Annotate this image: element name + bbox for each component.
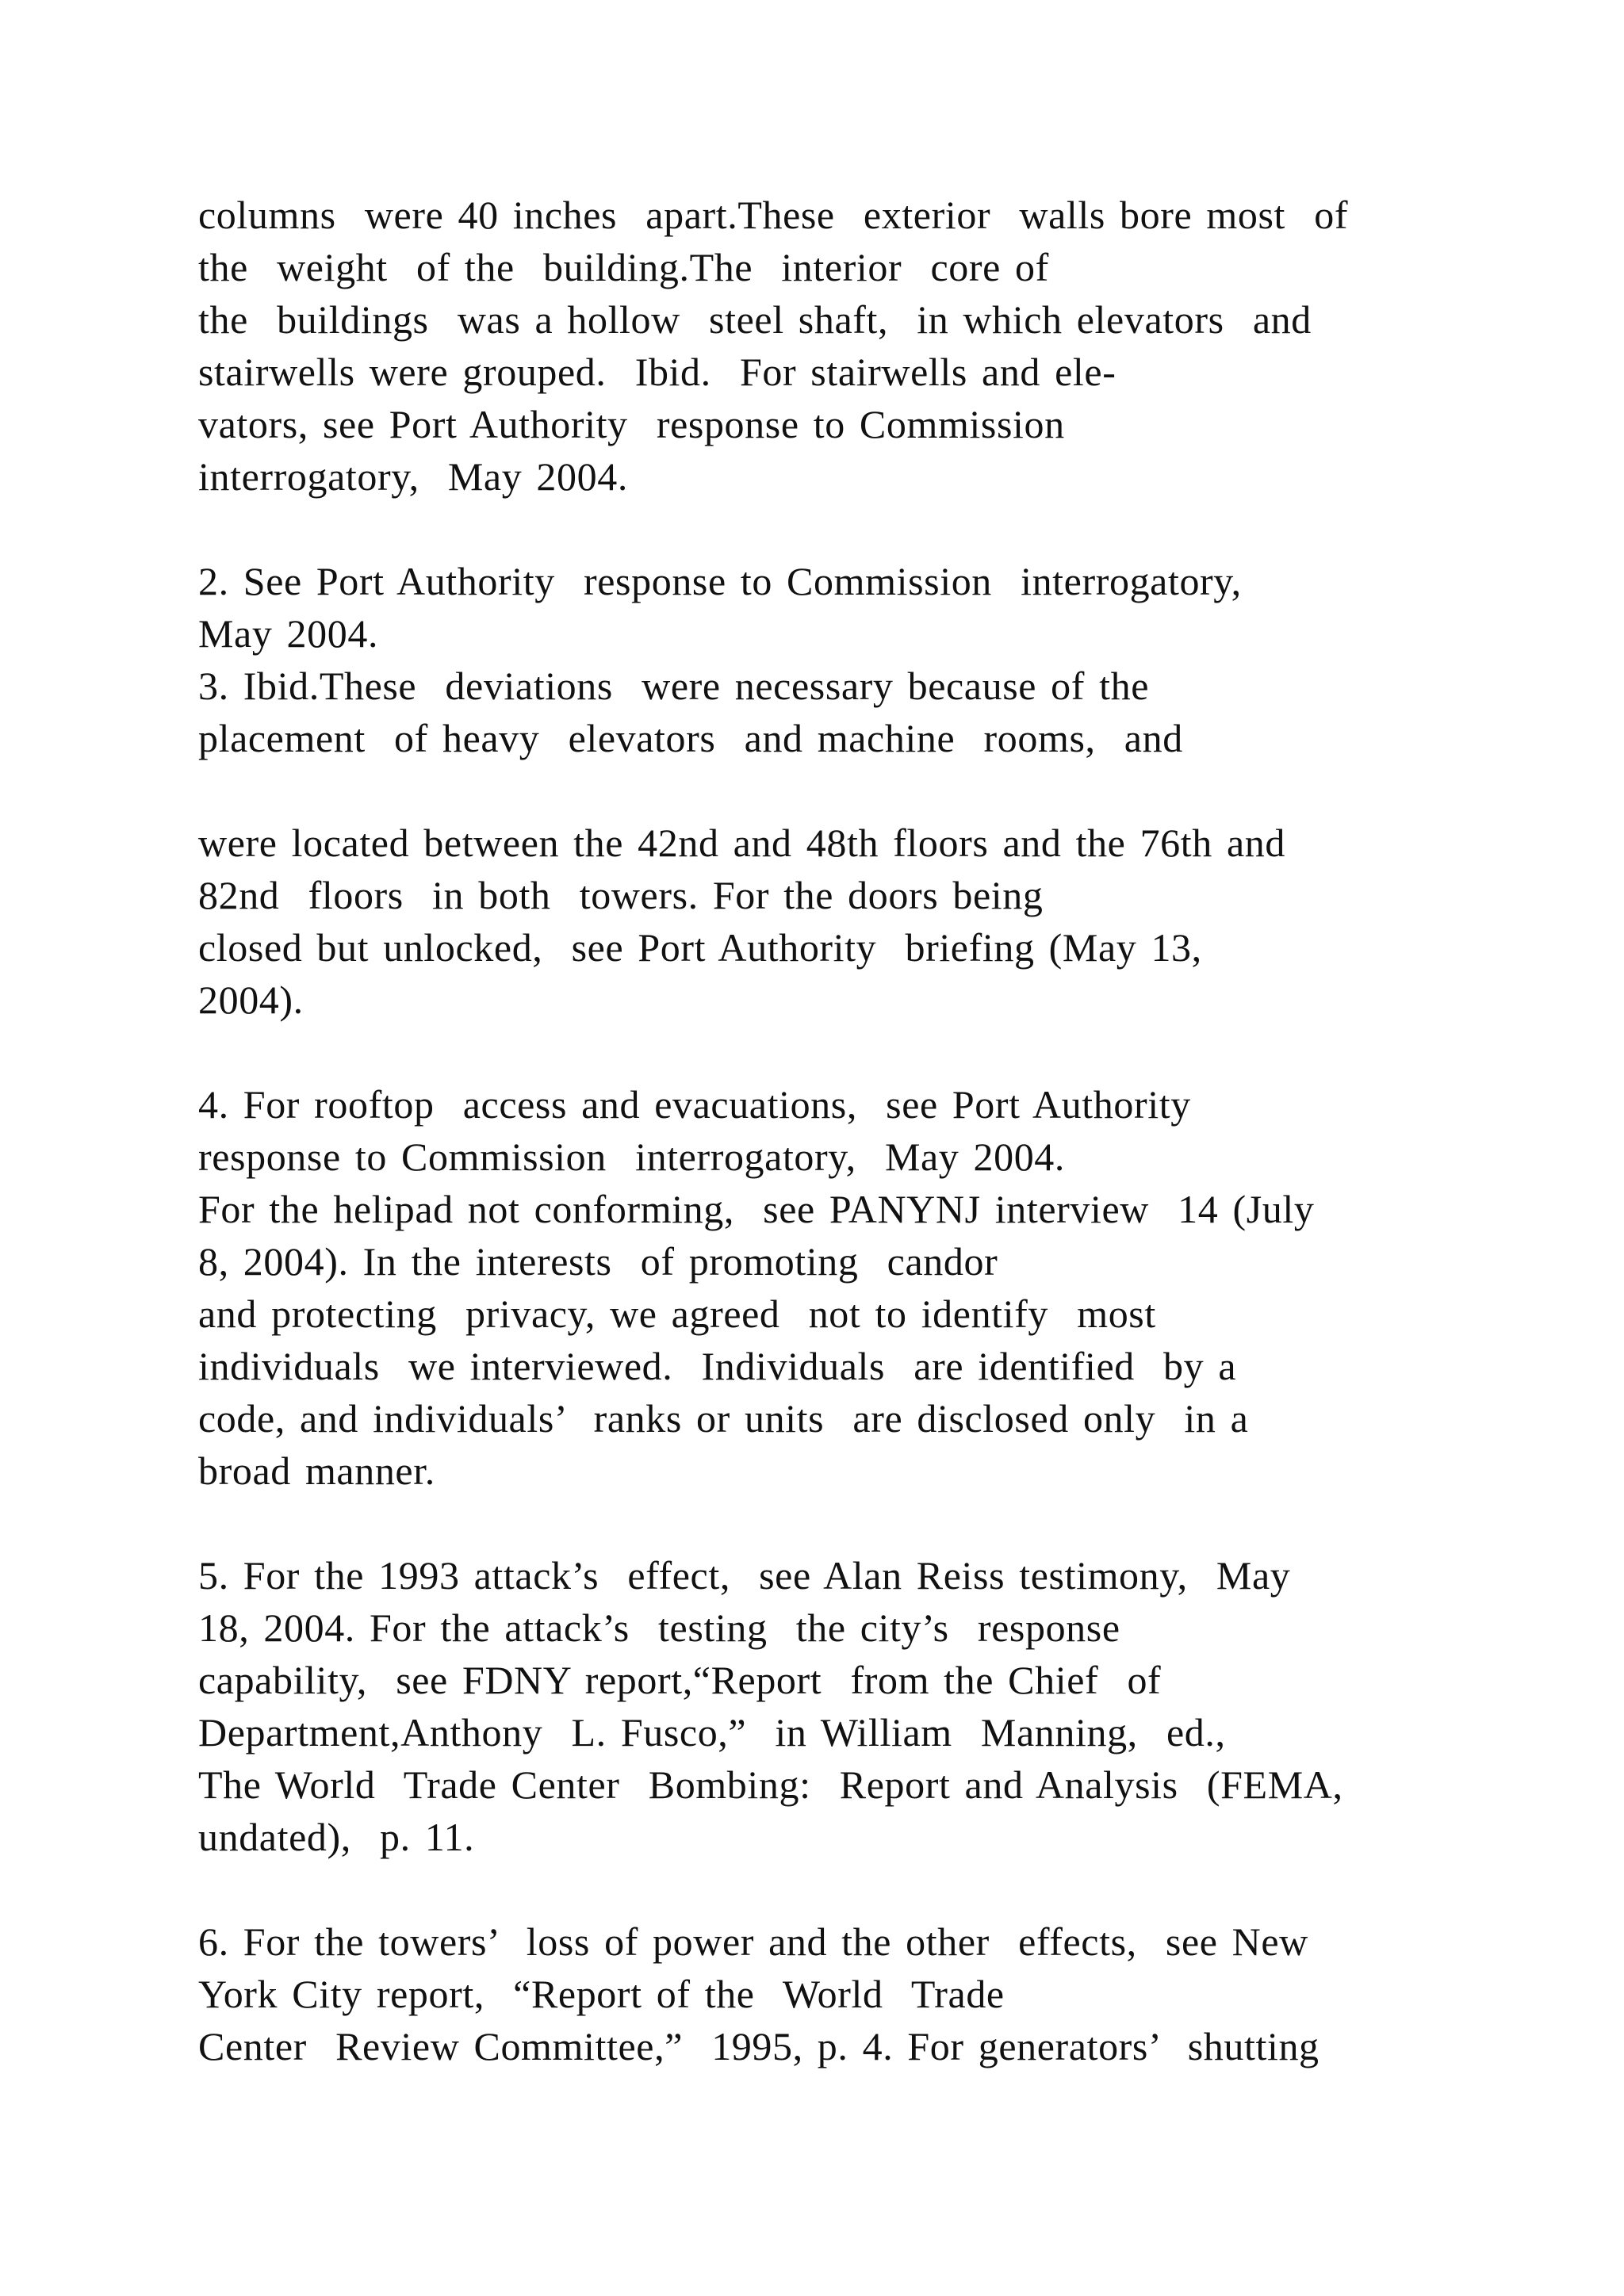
text-line: closed but unlocked, see Port Authority briefing (May 13, xyxy=(198,925,1202,970)
text-line: were located between the 42nd and 48th floors and the 76th and xyxy=(198,821,1285,865)
text-line: 4. For rooftop access and evacuations, see Port Authority xyxy=(198,1082,1191,1127)
text-line: the weight of the building.The interior core of xyxy=(198,245,1049,289)
text-line: The World Trade Center Bombing: Report and Analysis (FEMA, xyxy=(198,1762,1343,1807)
text-line: May 2004. xyxy=(198,611,379,656)
text-line: 2004). xyxy=(198,978,304,1022)
text-line: broad manner. xyxy=(198,1448,435,1493)
text-line: 6. For the towers’ loss of power and the other effects, see New xyxy=(198,1919,1308,1964)
text-line: 8, 2004). In the interests of promoting candor xyxy=(198,1239,998,1284)
text-line: 5. For the 1993 attack’s effect, see Alan Reiss testimony, May xyxy=(198,1553,1291,1598)
text-line: interrogatory, May 2004. xyxy=(198,454,628,499)
text-line: capability, see FDNY report,“Report from the Chief of xyxy=(198,1658,1162,1702)
text-line: undated), p. 11. xyxy=(198,1815,475,1859)
text-line: 2. See Port Authority response to Commission interrogatory, xyxy=(198,559,1242,603)
text-line: response to Commission interrogatory, May 2004. xyxy=(198,1135,1065,1179)
text-line: and protecting privacy, we agreed not to identify most xyxy=(198,1292,1156,1336)
text-line: Center Review Committee,” 1995, p. 4. For generators’ shutting xyxy=(198,2024,1320,2068)
text-line: code, and individuals’ ranks or units are disclosed only in a xyxy=(198,1396,1249,1441)
text-line: York City report, “Report of the World Trade xyxy=(198,1972,1005,2016)
text-line: 82nd floors in both towers. For the doors being xyxy=(198,873,1044,917)
text-line: Department,Anthony L. Fusco,” in William Manning, ed., xyxy=(198,1710,1226,1755)
text-line: stairwells were grouped. Ibid. For stairwells and ele- xyxy=(198,350,1116,394)
text-line: 18, 2004. For the attack’s testing the city’s response xyxy=(198,1605,1120,1650)
text-line: columns were 40 inches apart.These exterior walls bore most of xyxy=(198,193,1349,237)
text-line: For the helipad not conforming, see PANYNJ interview 14 (July xyxy=(198,1187,1315,1231)
text-line: vators, see Port Authority response to Commission xyxy=(198,402,1065,446)
text-line: placement of heavy elevators and machine rooms, and xyxy=(198,716,1183,760)
text-line: individuals we interviewed. Individuals are identified by a xyxy=(198,1344,1237,1388)
text-line: 3. Ibid.These deviations were necessary because of the xyxy=(198,664,1149,708)
text-line: the buildings was a hollow steel shaft, in which elevators and xyxy=(198,297,1312,342)
